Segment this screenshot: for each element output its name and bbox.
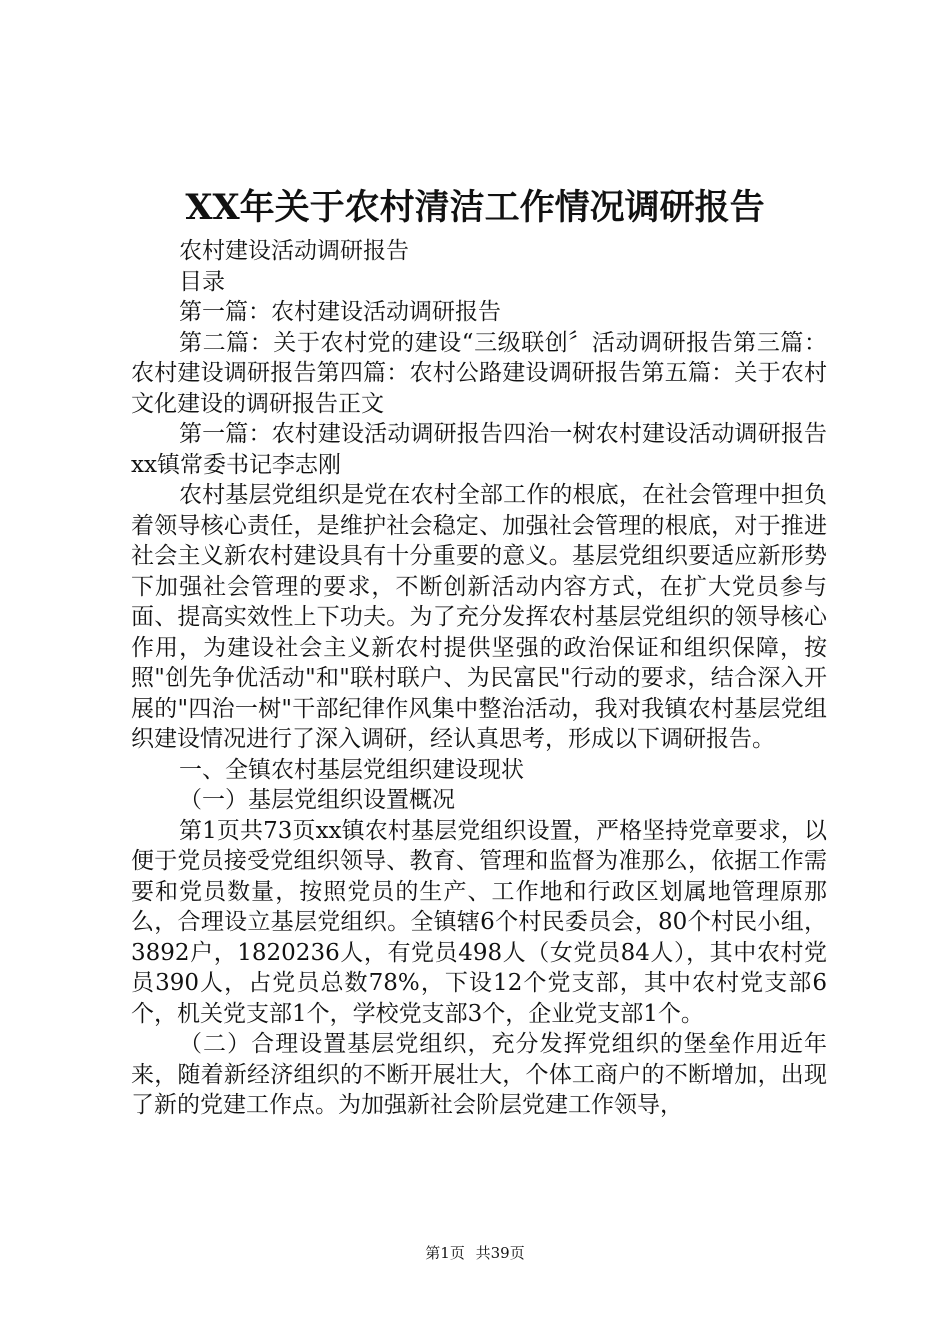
paragraph-toc-item-1: 第一篇：农村建设活动调研报告 xyxy=(179,299,501,325)
paragraph-overview: 第1页共73页xx镇农村基层党组织设置，严格坚持党章要求，以便于党员接受党组织领导、教育、管理和监督为准那么，依据工作需要和党员数量，按照党员的生产、工作地和行政区划属地管理原那么，合理设立基层党组织。全镇辖6个村民委员会，80个村民小组，3892户，1820236人，有党员498人（女党员84人），其中农村党员390人，占党员总数78%，下设12个党支部，其中农村党支部6个，机关党支部1个，学校党支部3个，企业党支部1个。 xyxy=(131,817,827,1027)
document-title: XX年关于农村清洁工作情况调研报告 xyxy=(185,187,765,228)
paragraph-subheading-2: （二）合理设置基层党组织，充分发挥党组织的堡垒作用近年来，随着新经济组织的不断开展壮大，个体工商户的不断增加，出现了新的党建工作点。为加强新社会阶层党建工作领导， xyxy=(131,1031,827,1118)
paragraph-subheading-1: （一）基层党组织设置概况 xyxy=(179,787,455,813)
page-footer xyxy=(0,1242,950,1264)
document-body xyxy=(131,236,827,1121)
paragraph-toc-items: 第二篇：关于农村党的建设“三级联创〞活动调研报告第三篇：农村建设调研报告第四篇：农村公路建设调研报告第五篇：关于农村文化建设的调研报告正文 xyxy=(131,329,827,417)
paragraph-section-heading: 第一篇：农村建设活动调研报告四治一树农村建设活动调研报告xx镇常委书记李志刚 xyxy=(131,421,827,478)
paragraph-intro: 农村基层党组织是党在农村全部工作的根底，在社会管理中担负着领导核心责任，是维护社会稳定、加强社会管理的根底，对于推进社会主义新农村建设具有十分重要的意义。基层党组织要适应新形势下加强社会管理的要求，不断创新活动内容方式，在扩大党员参与面、提高实效性上下功夫。为了充分发挥农村基层党组织的领导核心作用，为建设社会主义新农村提供坚强的政治保证和组织保障，按照"创先争优活动"和"联村联户、为民富民"行动的要求，结合深入开展的"四治一树"干部纪律作风集中整治活动，我对我镇农村基层党组织建设情况进行了深入调研，经认真思考，形成以下调研报告。 xyxy=(131,482,827,752)
page-total: 共39页 xyxy=(475,1244,525,1262)
paragraph-heading-1: 一、全镇农村基层党组织建设现状 xyxy=(179,756,524,783)
page-number: 第1页 xyxy=(425,1244,465,1262)
paragraph-subtitle: 农村建设活动调研报告 xyxy=(179,238,409,264)
paragraph-toc-heading: 目录 xyxy=(179,268,225,295)
